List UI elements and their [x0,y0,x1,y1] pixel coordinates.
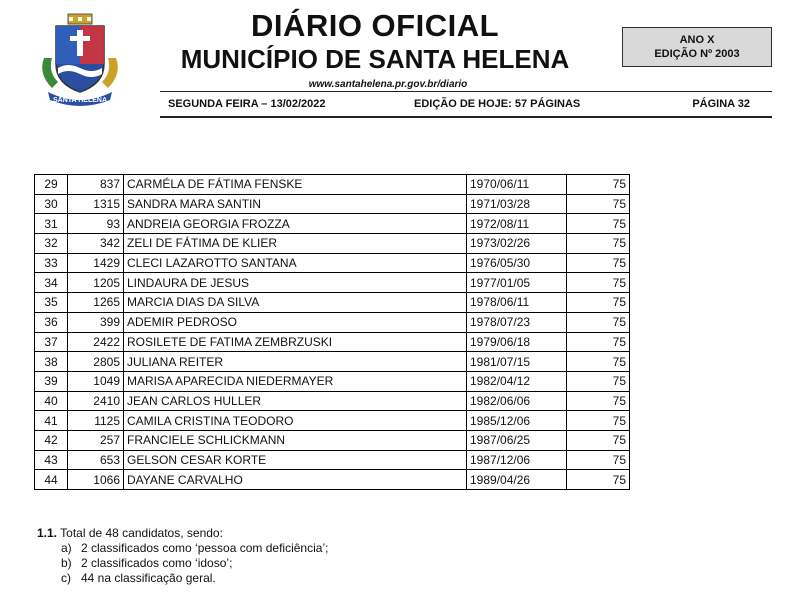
score-cell: 75 [567,253,630,273]
birth-date-cell: 1985/12/06 [467,411,567,431]
notes-intro-line [37,526,328,541]
birth-date-cell: 1987/12/06 [467,450,567,470]
rank-cell: 29 [35,175,68,195]
birth-date-cell: 1977/01/05 [467,273,567,293]
score-cell: 75 [567,352,630,372]
year-label: ANO X [679,34,715,46]
notes-text: 2 classificados como ‘pessoa com deficiência’; [81,541,329,555]
registration-cell: 93 [68,214,124,234]
table-row [35,450,630,470]
score-cell: 75 [567,214,630,234]
score-cell: 75 [567,371,630,391]
notes-intro: Total de 48 candidatos, sendo: [60,526,223,540]
candidate-name-cell: FRANCIELE SCHLICKMANN [124,430,467,450]
rank-cell: 31 [35,214,68,234]
header-top-divider [160,91,772,92]
candidates-table [34,174,630,490]
table-row [35,253,630,273]
table-row [35,352,630,372]
table-row [35,391,630,411]
score-cell: 75 [567,273,630,293]
birth-date-cell: 1989/04/26 [467,470,567,490]
table-row [35,175,630,195]
candidate-name-cell: LINDAURA DE JESUS [124,273,467,293]
birth-date-cell: 1982/04/12 [467,371,567,391]
rank-cell: 35 [35,293,68,313]
rank-cell: 38 [35,352,68,372]
registration-cell: 2410 [68,391,124,411]
notes-letter: c) [61,571,71,585]
notes-item-label: 1.1. [37,526,58,540]
table-row [35,430,630,450]
registration-cell: 2805 [68,352,124,372]
registration-cell: 2422 [68,332,124,352]
registration-cell: 342 [68,234,124,254]
table-row [35,371,630,391]
birth-date-cell: 1971/03/28 [467,194,567,214]
birth-date-cell: 1978/07/23 [467,312,567,332]
score-cell: 75 [567,293,630,313]
page-number: PÁGINA 32 [692,98,750,110]
rank-cell: 36 [35,312,68,332]
score-cell: 75 [567,312,630,332]
table-row [35,234,630,254]
birth-date-cell: 1979/06/18 [467,332,567,352]
candidates-table-body [35,175,630,490]
score-cell: 75 [567,175,630,195]
score-cell: 75 [567,332,630,352]
score-cell: 75 [567,411,630,431]
registration-cell: 1265 [68,293,124,313]
candidate-name-cell: JULIANA REITER [124,352,467,372]
candidate-name-cell: SANDRA MARA SANTIN [124,194,467,214]
candidate-name-cell: MARISA APARECIDA NIEDERMAYER [124,371,467,391]
rank-cell: 39 [35,371,68,391]
registration-cell: 1315 [68,194,124,214]
municipality-title: MUNICÍPIO DE SANTA HELENA [180,44,570,74]
score-cell: 75 [567,470,630,490]
candidate-name-cell: ANDREIA GEORGIA FROZZA [124,214,467,234]
table-row [35,293,630,313]
notes-section [37,526,328,586]
notes-list-item [37,556,328,571]
rank-cell: 32 [35,234,68,254]
registration-cell: 837 [68,175,124,195]
edition-box [622,27,772,67]
birth-date-cell: 1973/02/26 [467,234,567,254]
notes-text: 44 na classificação geral. [81,571,216,585]
registration-cell: 1125 [68,411,124,431]
registration-cell: 399 [68,312,124,332]
candidate-name-cell: CAMILA CRISTINA TEODORO [124,411,467,431]
rank-cell: 42 [35,430,68,450]
birth-date-cell: 1976/05/30 [467,253,567,273]
candidate-name-cell: ZELI DE FÁTIMA DE KLIER [124,234,467,254]
table-row [35,214,630,234]
edition-label: EDIÇÃO Nº 2003 [654,48,740,60]
logo-text: SANTA HELENA [52,97,108,104]
table-row [35,273,630,293]
notes-letter: a) [61,541,72,555]
registration-cell: 1429 [68,253,124,273]
site-url-link[interactable]: www.santahelena.pr.gov.br/diario [308,79,468,90]
rank-cell: 43 [35,450,68,470]
rank-cell: 40 [35,391,68,411]
registration-cell: 653 [68,450,124,470]
table-row [35,470,630,490]
candidate-name-cell: ROSILETE DE FATIMA ZEMBRZUSKI [124,332,467,352]
candidate-name-cell: GELSON CESAR KORTE [124,450,467,470]
score-cell: 75 [567,391,630,411]
registration-cell: 1066 [68,470,124,490]
rank-cell: 30 [35,194,68,214]
candidate-name-cell: MARCIA DIAS DA SILVA [124,293,467,313]
header-bottom-divider [160,116,772,118]
newspaper-title: DIÁRIO OFICIAL [250,8,500,43]
rank-cell: 34 [35,273,68,293]
birth-date-cell: 1982/06/06 [467,391,567,411]
publication-date: SEGUNDA FEIRA – 13/02/2022 [168,98,326,110]
notes-list-item [37,541,328,556]
rank-cell: 37 [35,332,68,352]
birth-date-cell: 1970/06/11 [467,175,567,195]
notes-text: 2 classificados como ‘idoso’; [81,556,233,570]
registration-cell: 1205 [68,273,124,293]
candidate-name-cell: JEAN CARLOS HULLER [124,391,467,411]
registration-cell: 1049 [68,371,124,391]
notes-list-item [37,571,328,586]
score-cell: 75 [567,430,630,450]
table-row [35,194,630,214]
birth-date-cell: 1978/06/11 [467,293,567,313]
score-cell: 75 [567,450,630,470]
page-header [0,0,800,120]
rank-cell: 41 [35,411,68,431]
score-cell: 75 [567,194,630,214]
birth-date-cell: 1981/07/15 [467,352,567,372]
rank-cell: 33 [35,253,68,273]
candidate-name-cell: CARMÉLA DE FÁTIMA FENSKE [124,175,467,195]
candidate-name-cell: CLECI LAZAROTTO SANTANA [124,253,467,273]
birth-date-cell: 1987/06/25 [467,430,567,450]
pages-today: EDIÇÃO DE HOJE: 57 PÁGINAS [414,98,581,110]
coat-of-arms-logo [38,12,122,108]
registration-cell: 257 [68,430,124,450]
candidate-name-cell: ADEMIR PEDROSO [124,312,467,332]
header-meta-row [160,97,772,111]
score-cell: 75 [567,234,630,254]
candidate-name-cell: DAYANE CARVALHO [124,470,467,490]
birth-date-cell: 1972/08/11 [467,214,567,234]
table-row [35,312,630,332]
table-row [35,332,630,352]
table-row [35,411,630,431]
rank-cell: 44 [35,470,68,490]
notes-letter: b) [61,556,72,570]
